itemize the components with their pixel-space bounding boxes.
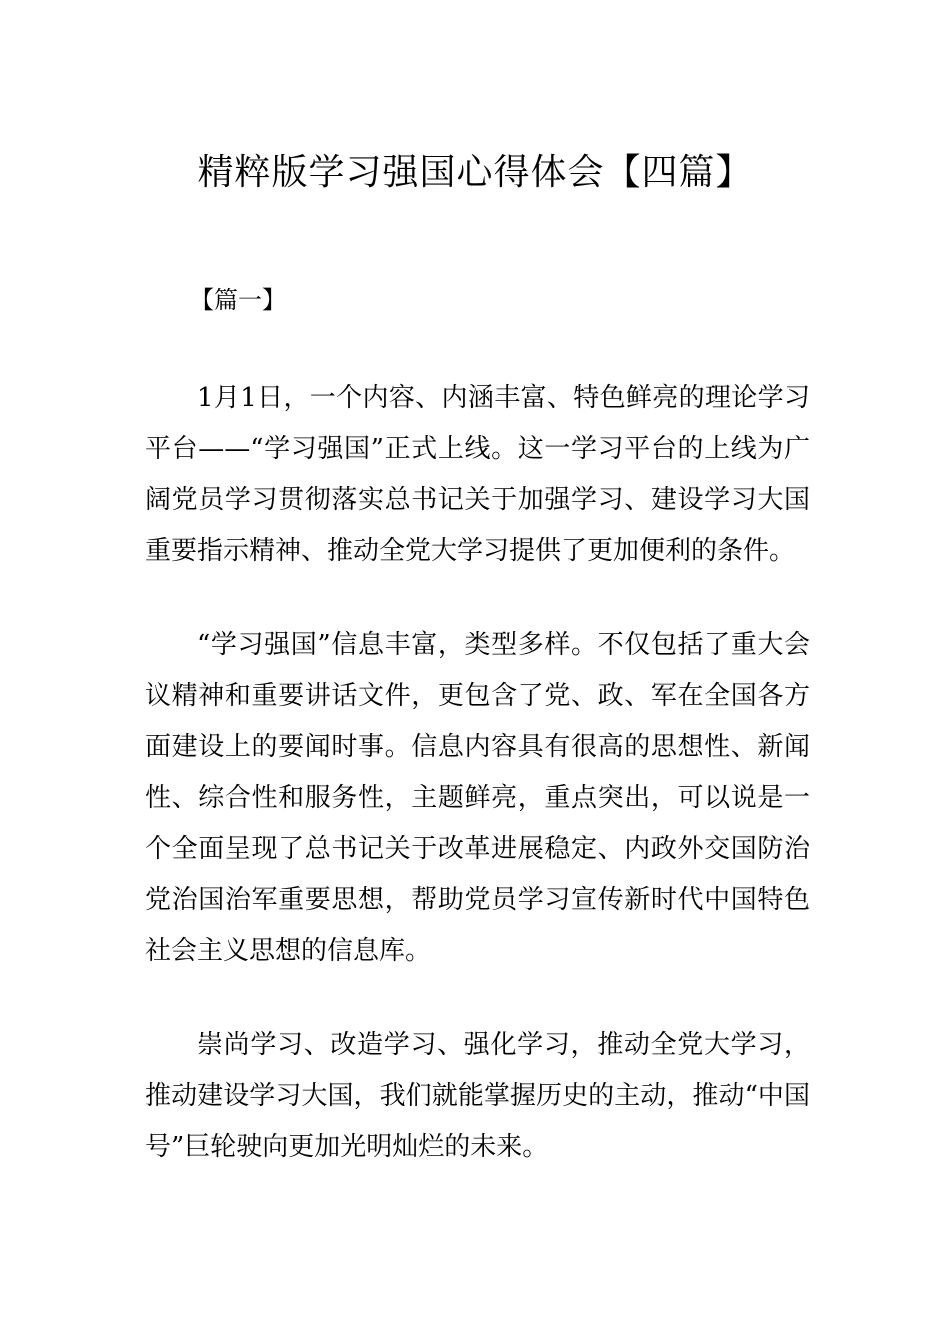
- document-title: 精粹版学习强国心得体会【四篇】: [197, 152, 753, 193]
- section-heading: 【篇一】: [190, 286, 286, 314]
- paragraph-3: 崇尚学习、改造学习、强化学习，推动全党大学习，推动建设学习大国，我们就能掌握历史的主动，推动“中国号”巨轮驶向更加光明灿烂的未来。: [145, 1030, 810, 1162]
- paragraph-2: “学习强国”信息丰富，类型多样。不仅包括了重大会议精神和重要讲话文件，更包含了党、政、军在全国各方面建设上的要闻时事。信息内容具有很高的思想性、新闻性、综合性和服务性，主题鲜亮，重点突出，可以说是一个全面呈现了总书记关于改革进展稳定、内政外交国防治党治国治军重要思想，帮助党员学习宣传新时代中国特色社会主义思想的信息库。: [145, 630, 810, 966]
- paragraph-1: 1月1日，一个内容、内涵丰富、特色鲜亮的理论学习平台——“学习强国”正式上线。这一学习平台的上线为广阔党员学习贯彻落实总书记关于加强学习、建设学习大国重要指示精神、推动全党大学习提供了更加便利的条件。: [145, 383, 810, 566]
